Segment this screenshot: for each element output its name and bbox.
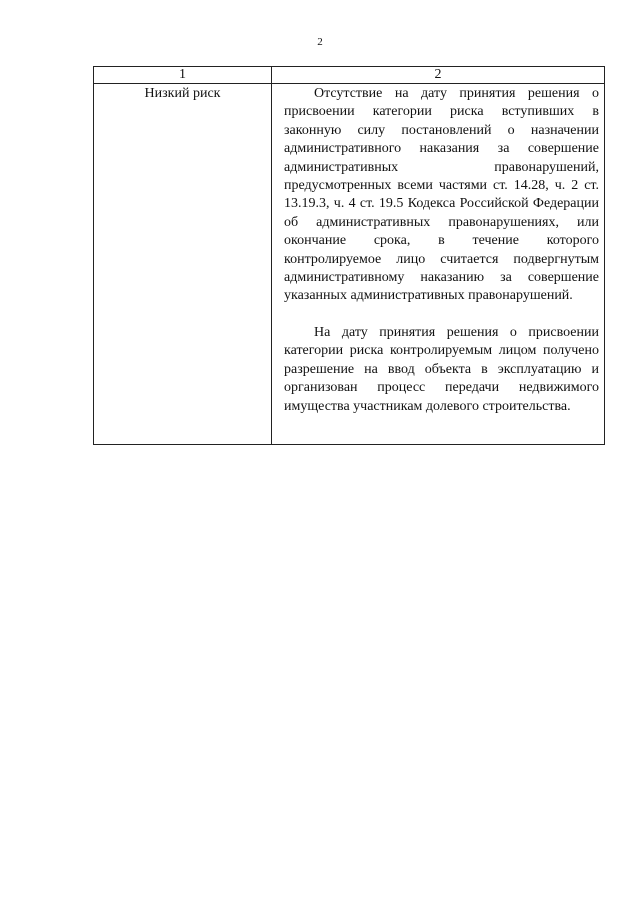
table-header-row [94, 67, 605, 84]
column-header-1: 1 [94, 67, 272, 84]
description-paragraph: Отсутствие на дату принятия решения о присвоении категории риска вступивших в законную силу постановлений о назначении административного наказания за совершение административных правонарушений, предусмотренных всеми частями ст. 14.28, ч. 2 ст. 13.19.3, ч. 4 ст. 19.5 Кодекса Российской Федерации об административных правонарушениях, или окончание срока, в течение которого контролируемое лицо считается подвергнутым административному наказанию за совершение указанных административных правонарушений. [284, 86, 599, 304]
page-number: 2 [317, 36, 323, 48]
column-header-2: 2 [272, 67, 605, 84]
risk-level-cell: Низкий риск [94, 84, 272, 445]
risk-category-table [93, 66, 605, 445]
description-paragraph: На дату принятия решения о присвоении категории риска контролируемым лицом получено разрешение на ввод объекта в эксплуатацию и организован процесс передачи недвижимого имущества участникам долевого строительства. [284, 324, 599, 414]
table-row [94, 84, 605, 445]
risk-description-cell [272, 84, 605, 445]
